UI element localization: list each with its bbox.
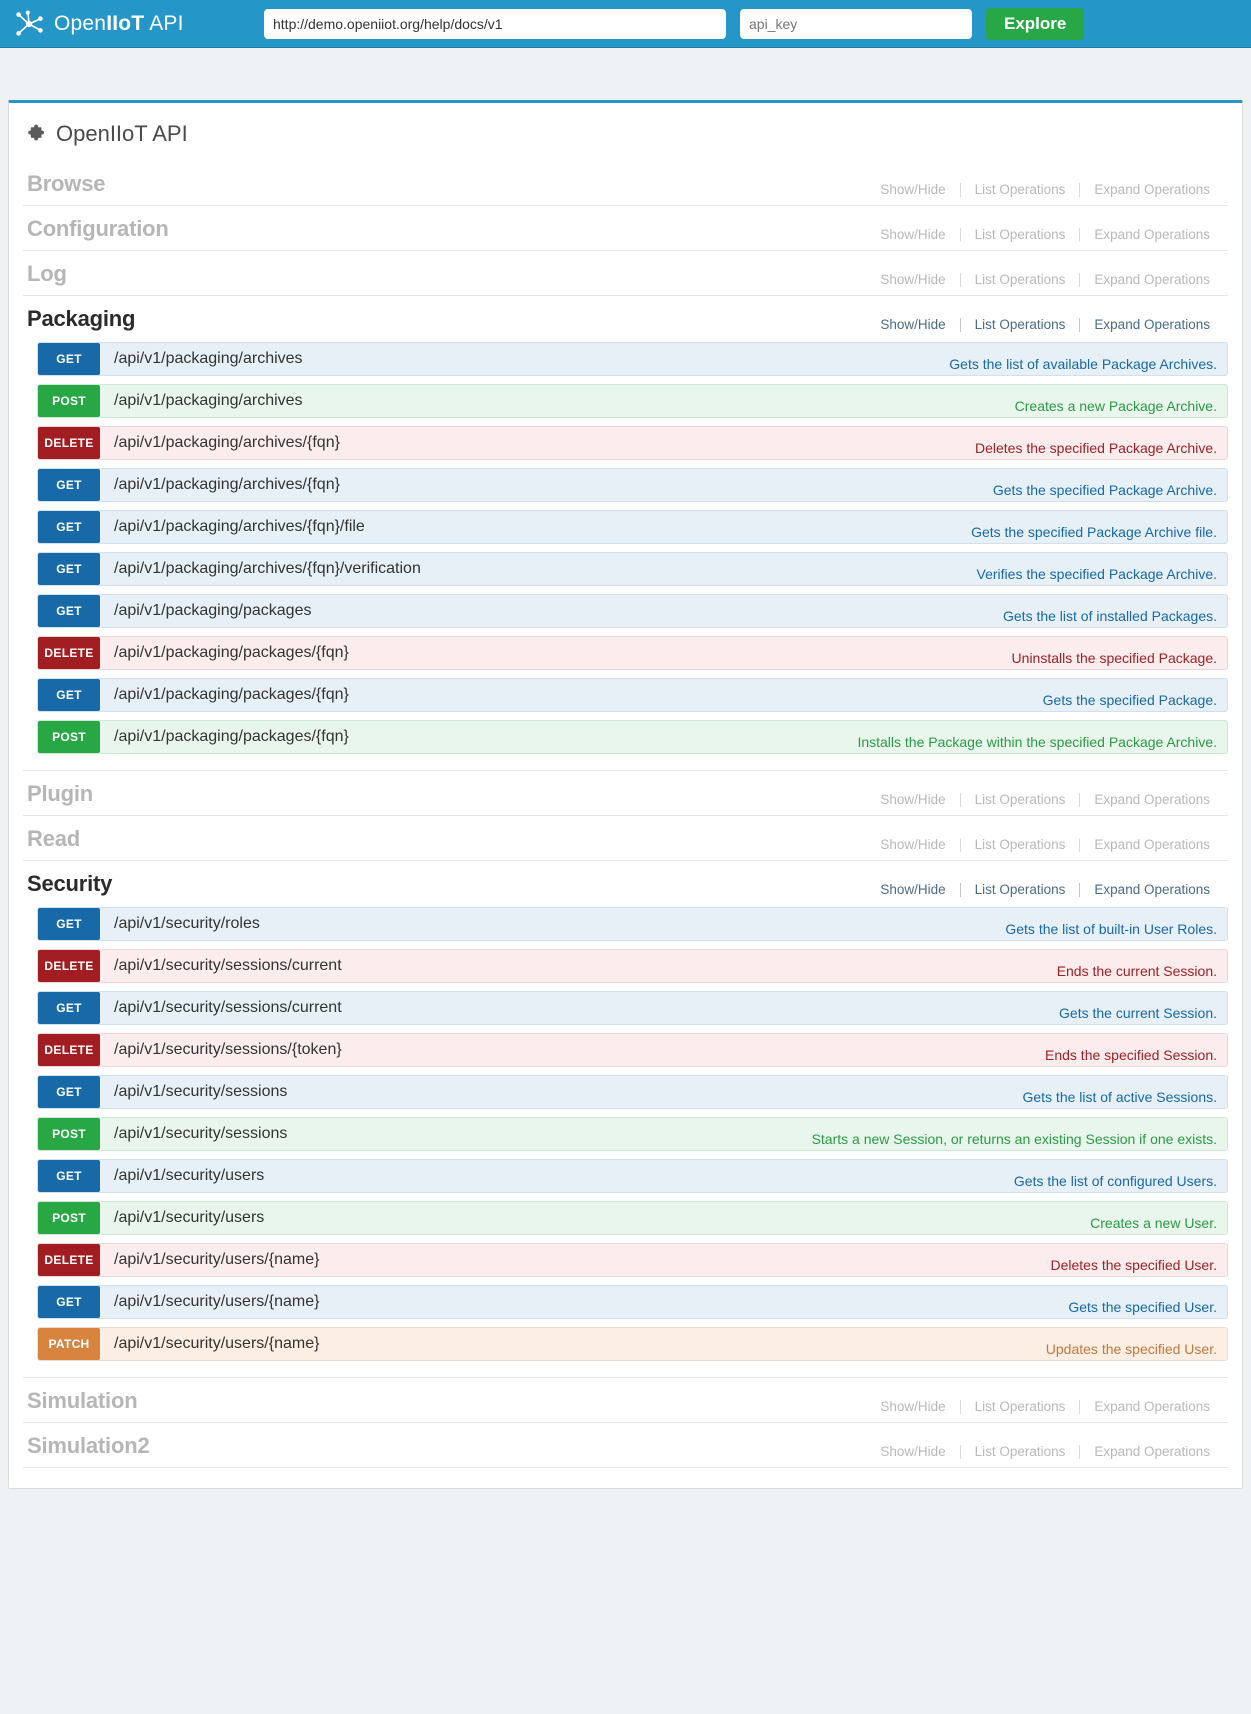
http-method-badge: POST	[38, 385, 100, 417]
puzzle-piece-icon	[27, 124, 47, 144]
resource-group-header[interactable]	[23, 1378, 1228, 1422]
resource-group-name[interactable]: Plugin	[27, 781, 94, 806]
resource-group-packaging	[23, 296, 1228, 771]
operation-summary: Creates a new Package Archive.	[1014, 398, 1217, 414]
operation-path[interactable]: /api/v1/packaging/packages/{fqn}	[114, 644, 349, 661]
operation-row[interactable]	[37, 1285, 1228, 1319]
operation-row[interactable]	[37, 636, 1228, 670]
brand-title-prefix: Open	[54, 11, 107, 35]
list-operations-link[interactable]: List Operations	[974, 882, 1066, 897]
operation-summary: Ends the specified Session.	[1045, 1047, 1217, 1063]
operation-summary: Gets the list of active Sessions.	[1022, 1089, 1217, 1105]
operation-row[interactable]	[37, 991, 1228, 1025]
page-title-text: OpenIIoT API	[56, 121, 188, 146]
page-title	[23, 115, 1228, 161]
operation-path[interactable]: /api/v1/packaging/archives/{fqn}	[114, 434, 340, 451]
resource-group-log	[23, 251, 1228, 296]
operation-row[interactable]	[37, 1201, 1228, 1235]
operation-summary: Deletes the specified Package Archive.	[974, 440, 1217, 456]
operation-row[interactable]	[37, 1075, 1228, 1109]
operation-path[interactable]: /api/v1/security/sessions	[114, 1083, 288, 1100]
page-body	[0, 48, 1251, 1499]
brand	[14, 9, 250, 39]
show-hide-link[interactable]: Show/Hide	[880, 1444, 946, 1459]
operation-row[interactable]	[37, 1033, 1228, 1067]
operation-path[interactable]: /api/v1/packaging/packages	[114, 602, 312, 619]
operation-row[interactable]	[37, 342, 1228, 376]
operation-path[interactable]: /api/v1/security/users/{name}	[114, 1293, 320, 1310]
operation-path[interactable]: /api/v1/packaging/packages/{fqn}	[114, 728, 349, 745]
operation-summary: Updates the specified User.	[1045, 1341, 1217, 1357]
http-method-badge: POST	[38, 721, 100, 753]
http-method-badge: GET	[38, 1286, 100, 1318]
http-method-badge: GET	[38, 343, 100, 375]
operation-summary: Gets the list of configured Users.	[1013, 1173, 1217, 1189]
resource-group-security	[23, 861, 1228, 1378]
list-operations-link[interactable]: List Operations	[974, 182, 1066, 197]
resource-group-actions	[866, 1399, 1224, 1414]
resource-group-header[interactable]	[23, 861, 1228, 905]
resource-group-plugin	[23, 771, 1228, 816]
resource-group-configuration	[23, 206, 1228, 251]
api-docs-url-input[interactable]	[264, 9, 726, 39]
http-method-badge: DELETE	[38, 637, 100, 669]
resource-group-header[interactable]	[23, 206, 1228, 250]
list-operations-link[interactable]: List Operations	[974, 837, 1066, 852]
expand-operations-link[interactable]: Expand Operations	[1094, 317, 1210, 332]
resource-group-header[interactable]	[23, 161, 1228, 205]
operation-summary: Deletes the specified User.	[1050, 1257, 1217, 1273]
expand-operations-link[interactable]: Expand Operations	[1094, 227, 1210, 242]
operation-row[interactable]	[37, 552, 1228, 586]
http-method-badge: POST	[38, 1202, 100, 1234]
resource-group-actions	[866, 317, 1224, 332]
expand-operations-link[interactable]: Expand Operations	[1094, 1399, 1210, 1414]
resource-group-actions	[866, 837, 1224, 852]
operation-path[interactable]: /api/v1/security/users	[114, 1167, 265, 1184]
operation-row[interactable]	[37, 1117, 1228, 1151]
list-operations-link[interactable]: List Operations	[974, 1399, 1066, 1414]
operation-row[interactable]	[37, 468, 1228, 502]
show-hide-link[interactable]: Show/Hide	[880, 882, 946, 897]
resource-group-name[interactable]: Read	[27, 826, 80, 851]
operation-path[interactable]: /api/v1/security/sessions/{token}	[114, 1041, 342, 1058]
operation-list	[23, 340, 1228, 770]
resource-group-actions	[866, 227, 1224, 242]
operation-row[interactable]	[37, 426, 1228, 460]
operation-row[interactable]	[37, 720, 1228, 754]
resource-group-actions	[866, 182, 1224, 197]
operation-row[interactable]	[37, 510, 1228, 544]
http-method-badge: GET	[38, 1076, 100, 1108]
operation-summary: Gets the specified Package Archive file.	[971, 524, 1217, 540]
operation-summary: Uninstalls the specified Package.	[1011, 650, 1217, 666]
operation-row[interactable]	[37, 384, 1228, 418]
api-docs-panel	[8, 100, 1243, 1489]
http-method-badge: POST	[38, 1118, 100, 1150]
operation-summary: Gets the specified Package Archive.	[992, 482, 1217, 498]
resource-group-name[interactable]: Configuration	[27, 216, 169, 241]
resource-group-header[interactable]	[23, 1423, 1228, 1467]
operation-path[interactable]: /api/v1/security/sessions/current	[114, 957, 342, 974]
operation-path[interactable]: /api/v1/packaging/packages/{fqn}	[114, 686, 349, 703]
http-method-badge: DELETE	[38, 427, 100, 459]
http-method-badge: DELETE	[38, 950, 100, 982]
expand-operations-link[interactable]: Expand Operations	[1094, 882, 1210, 897]
resource-group-header[interactable]	[23, 251, 1228, 295]
http-method-badge: GET	[38, 679, 100, 711]
operation-row[interactable]	[37, 678, 1228, 712]
operation-path[interactable]: /api/v1/packaging/archives/{fqn}/file	[114, 518, 365, 535]
resource-group-read	[23, 816, 1228, 861]
show-hide-link[interactable]: Show/Hide	[880, 837, 946, 852]
list-operations-link[interactable]: List Operations	[974, 1444, 1066, 1459]
brand-title	[54, 12, 184, 36]
explore-button[interactable]: Explore	[986, 8, 1084, 40]
brand-title-bold: IIoT	[106, 11, 145, 35]
show-hide-link[interactable]: Show/Hide	[880, 317, 946, 332]
resource-group-name[interactable]: Security	[27, 871, 113, 896]
operation-summary: Gets the specified Package.	[1042, 692, 1217, 708]
top-toolbar	[0, 0, 1251, 48]
operation-list	[23, 905, 1228, 1377]
operation-row[interactable]	[37, 1243, 1228, 1277]
expand-operations-link[interactable]: Expand Operations	[1094, 792, 1210, 807]
operation-summary: Gets the list of available Package Archives.	[949, 356, 1217, 372]
http-method-badge: GET	[38, 595, 100, 627]
openiiot-logo-icon	[14, 9, 44, 39]
expand-operations-link[interactable]: Expand Operations	[1094, 1444, 1210, 1459]
operation-path[interactable]: /api/v1/security/sessions	[114, 1125, 288, 1142]
expand-operations-link[interactable]: Expand Operations	[1094, 272, 1210, 287]
resource-group-name[interactable]: Log	[27, 261, 67, 286]
list-operations-link[interactable]: List Operations	[974, 792, 1066, 807]
operation-path[interactable]: /api/v1/security/users	[114, 1209, 265, 1226]
operation-path[interactable]: /api/v1/packaging/archives	[114, 392, 303, 409]
resource-group-name[interactable]: Packaging	[27, 306, 136, 331]
resource-group-header[interactable]	[23, 816, 1228, 860]
http-method-badge: GET	[38, 992, 100, 1024]
operation-summary: Creates a new User.	[1090, 1215, 1217, 1231]
operation-summary: Gets the specified User.	[1068, 1299, 1217, 1315]
operation-row[interactable]	[37, 949, 1228, 983]
http-method-badge: DELETE	[38, 1034, 100, 1066]
http-method-badge: GET	[38, 908, 100, 940]
list-operations-link[interactable]: List Operations	[974, 272, 1066, 287]
operation-summary: Starts a new Session, or returns an existing Session if one exists.	[811, 1131, 1217, 1147]
http-method-badge: GET	[38, 469, 100, 501]
operation-row[interactable]	[37, 594, 1228, 628]
resource-group-header[interactable]	[23, 771, 1228, 815]
resource-group-actions	[866, 272, 1224, 287]
show-hide-link[interactable]: Show/Hide	[880, 182, 946, 197]
operation-path[interactable]: /api/v1/security/users/{name}	[114, 1251, 320, 1268]
brand-title-suffix: API	[144, 11, 184, 35]
resource-group-simulation2	[23, 1423, 1228, 1468]
list-operations-link[interactable]: List Operations	[974, 227, 1066, 242]
operation-summary: Gets the list of built-in User Roles.	[1005, 921, 1217, 937]
operation-path[interactable]: /api/v1/security/sessions/current	[114, 999, 342, 1016]
operation-summary: Verifies the specified Package Archive.	[976, 566, 1217, 582]
show-hide-link[interactable]: Show/Hide	[880, 1399, 946, 1414]
operation-summary: Ends the current Session.	[1056, 963, 1217, 979]
operation-path[interactable]: /api/v1/packaging/archives/{fqn}	[114, 476, 340, 493]
resource-group-header[interactable]	[23, 296, 1228, 340]
http-method-badge: DELETE	[38, 1244, 100, 1276]
resource-group-actions	[866, 1444, 1224, 1459]
resource-group-list	[23, 161, 1228, 1468]
show-hide-link[interactable]: Show/Hide	[880, 227, 946, 242]
operation-row[interactable]	[37, 1159, 1228, 1193]
list-operations-link[interactable]: List Operations	[974, 317, 1066, 332]
resource-group-name[interactable]: Browse	[27, 171, 106, 196]
api-key-input[interactable]	[740, 9, 972, 39]
expand-operations-link[interactable]: Expand Operations	[1094, 837, 1210, 852]
resource-group-name[interactable]: Simulation	[27, 1388, 138, 1413]
operation-summary: Gets the list of installed Packages.	[1003, 608, 1217, 624]
http-method-badge: GET	[38, 553, 100, 585]
http-method-badge: PATCH	[38, 1328, 100, 1360]
expand-operations-link[interactable]: Expand Operations	[1094, 182, 1210, 197]
operation-path[interactable]: /api/v1/packaging/archives/{fqn}/verification	[114, 560, 421, 577]
operation-path[interactable]: /api/v1/security/roles	[114, 915, 260, 932]
operation-row[interactable]	[37, 1327, 1228, 1361]
operation-summary: Gets the current Session.	[1059, 1005, 1217, 1021]
http-method-badge: GET	[38, 511, 100, 543]
operation-path[interactable]: /api/v1/packaging/archives	[114, 350, 303, 367]
resource-group-actions	[866, 882, 1224, 897]
resource-group-simulation	[23, 1378, 1228, 1423]
operation-row[interactable]	[37, 907, 1228, 941]
operation-summary: Installs the Package within the specified Package Archive.	[857, 734, 1217, 750]
show-hide-link[interactable]: Show/Hide	[880, 272, 946, 287]
operation-path[interactable]: /api/v1/security/users/{name}	[114, 1335, 320, 1352]
http-method-badge: GET	[38, 1160, 100, 1192]
resource-group-name[interactable]: Simulation2	[27, 1433, 150, 1458]
resource-group-actions	[866, 792, 1224, 807]
show-hide-link[interactable]: Show/Hide	[880, 792, 946, 807]
resource-group-browse	[23, 161, 1228, 206]
